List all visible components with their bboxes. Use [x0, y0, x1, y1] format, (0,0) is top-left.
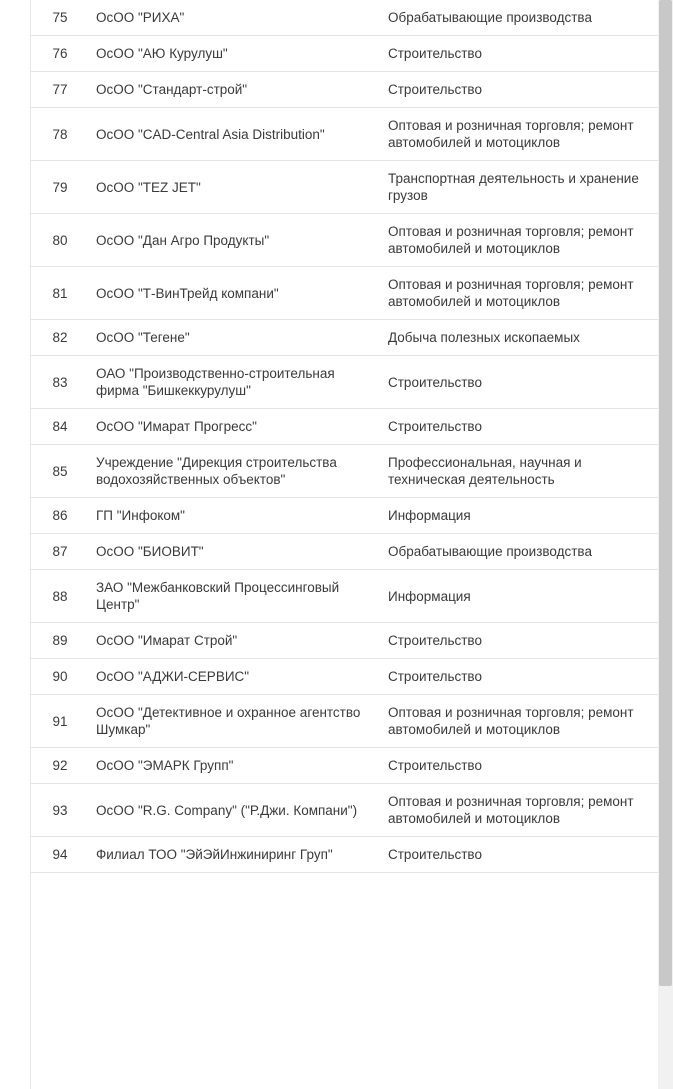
- table-row: [30, 623, 658, 659]
- row-company-name: ОсОО "БИОВИТ": [90, 534, 382, 570]
- row-activity: Строительство: [382, 409, 658, 445]
- row-company-name: ЗАО "Межбанковский Процессинговый Центр": [90, 570, 382, 623]
- table-row: [30, 445, 658, 498]
- table-row: [30, 36, 658, 72]
- row-company-name: ОсОО "АДЖИ-СЕРВИС": [90, 659, 382, 695]
- row-activity: Информация: [382, 498, 658, 534]
- row-number: 91: [30, 695, 90, 748]
- row-activity: Оптовая и розничная торговля; ремонт автомобилей и мотоциклов: [382, 695, 658, 748]
- row-company-name: ОсОО "ЭМАРК Групп": [90, 748, 382, 784]
- row-activity: Оптовая и розничная торговля; ремонт автомобилей и мотоциклов: [382, 214, 658, 267]
- row-number: 75: [30, 0, 90, 36]
- row-number: 81: [30, 267, 90, 320]
- row-activity: Оптовая и розничная торговля; ремонт автомобилей и мотоциклов: [382, 267, 658, 320]
- table-row: [30, 356, 658, 409]
- row-activity: Добыча полезных ископаемых: [382, 320, 658, 356]
- table-row: [30, 498, 658, 534]
- row-number: 92: [30, 748, 90, 784]
- row-number: 87: [30, 534, 90, 570]
- row-company-name: ОсОО "CAD-Central Asia Distribution": [90, 108, 382, 161]
- row-number: 83: [30, 356, 90, 409]
- row-activity: Строительство: [382, 748, 658, 784]
- row-company-name: ОсОО "Имарат Прогресс": [90, 409, 382, 445]
- row-company-name: ОсОО "Имарат Строй": [90, 623, 382, 659]
- row-activity: Профессиональная, научная и техническая деятельность: [382, 445, 658, 498]
- row-activity: Строительство: [382, 356, 658, 409]
- row-activity: Информация: [382, 570, 658, 623]
- row-number: 86: [30, 498, 90, 534]
- row-company-name: ОсОО "Детективное и охранное агентство Шумкар": [90, 695, 382, 748]
- row-number: 85: [30, 445, 90, 498]
- table-row: [30, 837, 658, 873]
- row-number: 90: [30, 659, 90, 695]
- row-number: 88: [30, 570, 90, 623]
- registry-table-container: [30, 0, 658, 1089]
- table-row: [30, 659, 658, 695]
- row-company-name: ОсОО "Т-ВинТрейд компани": [90, 267, 382, 320]
- row-company-name: ГП "Инфоком": [90, 498, 382, 534]
- row-number: 82: [30, 320, 90, 356]
- row-company-name: ОАО "Производственно-строительная фирма "Бишкеккурулуш": [90, 356, 382, 409]
- row-company-name: ОсОО "Дан Агро Продукты": [90, 214, 382, 267]
- table-row: [30, 72, 658, 108]
- row-number: 93: [30, 784, 90, 837]
- scrollbar-thumb[interactable]: [659, 0, 672, 986]
- row-company-name: ОсОО "Тегене": [90, 320, 382, 356]
- row-number: 84: [30, 409, 90, 445]
- table-row: [30, 409, 658, 445]
- left-gutter: [0, 0, 31, 1089]
- row-activity: Строительство: [382, 72, 658, 108]
- row-activity: Транспортная деятельность и хранение грузов: [382, 161, 658, 214]
- row-company-name: ОсОО "АЮ Курулуш": [90, 36, 382, 72]
- row-company-name: ОсОО "TEZ JET": [90, 161, 382, 214]
- row-number: 89: [30, 623, 90, 659]
- row-company-name: Учреждение "Дирекция строительства водохозяйственных объектов": [90, 445, 382, 498]
- table-row: [30, 267, 658, 320]
- table-row: [30, 695, 658, 748]
- row-activity: Обрабатывающие производства: [382, 534, 658, 570]
- table-row: [30, 161, 658, 214]
- table-row: [30, 320, 658, 356]
- table-row: [30, 534, 658, 570]
- table-row: [30, 0, 658, 36]
- row-activity: Оптовая и розничная торговля; ремонт автомобилей и мотоциклов: [382, 784, 658, 837]
- row-number: 80: [30, 214, 90, 267]
- row-number: 79: [30, 161, 90, 214]
- row-company-name: ОсОО "R.G. Company" ("Р.Джи. Компани"): [90, 784, 382, 837]
- table-row: [30, 570, 658, 623]
- row-activity: Строительство: [382, 623, 658, 659]
- row-number: 76: [30, 36, 90, 72]
- table-row: [30, 214, 658, 267]
- row-company-name: ОсОО "Стандарт-строй": [90, 72, 382, 108]
- table-row: [30, 748, 658, 784]
- row-activity: Строительство: [382, 659, 658, 695]
- row-number: 78: [30, 108, 90, 161]
- row-number: 77: [30, 72, 90, 108]
- table-row: [30, 784, 658, 837]
- registry-table-body: [30, 0, 658, 873]
- row-company-name: ОсОО "РИХА": [90, 0, 382, 36]
- row-activity: Строительство: [382, 837, 658, 873]
- row-company-name: Филиал ТОО "ЭйЭйИнжиниринг Груп": [90, 837, 382, 873]
- registry-table: [30, 0, 658, 873]
- row-activity: Оптовая и розничная торговля; ремонт автомобилей и мотоциклов: [382, 108, 658, 161]
- vertical-scrollbar[interactable]: [658, 0, 673, 1089]
- table-row: [30, 108, 658, 161]
- row-activity: Обрабатывающие производства: [382, 0, 658, 36]
- row-activity: Строительство: [382, 36, 658, 72]
- row-number: 94: [30, 837, 90, 873]
